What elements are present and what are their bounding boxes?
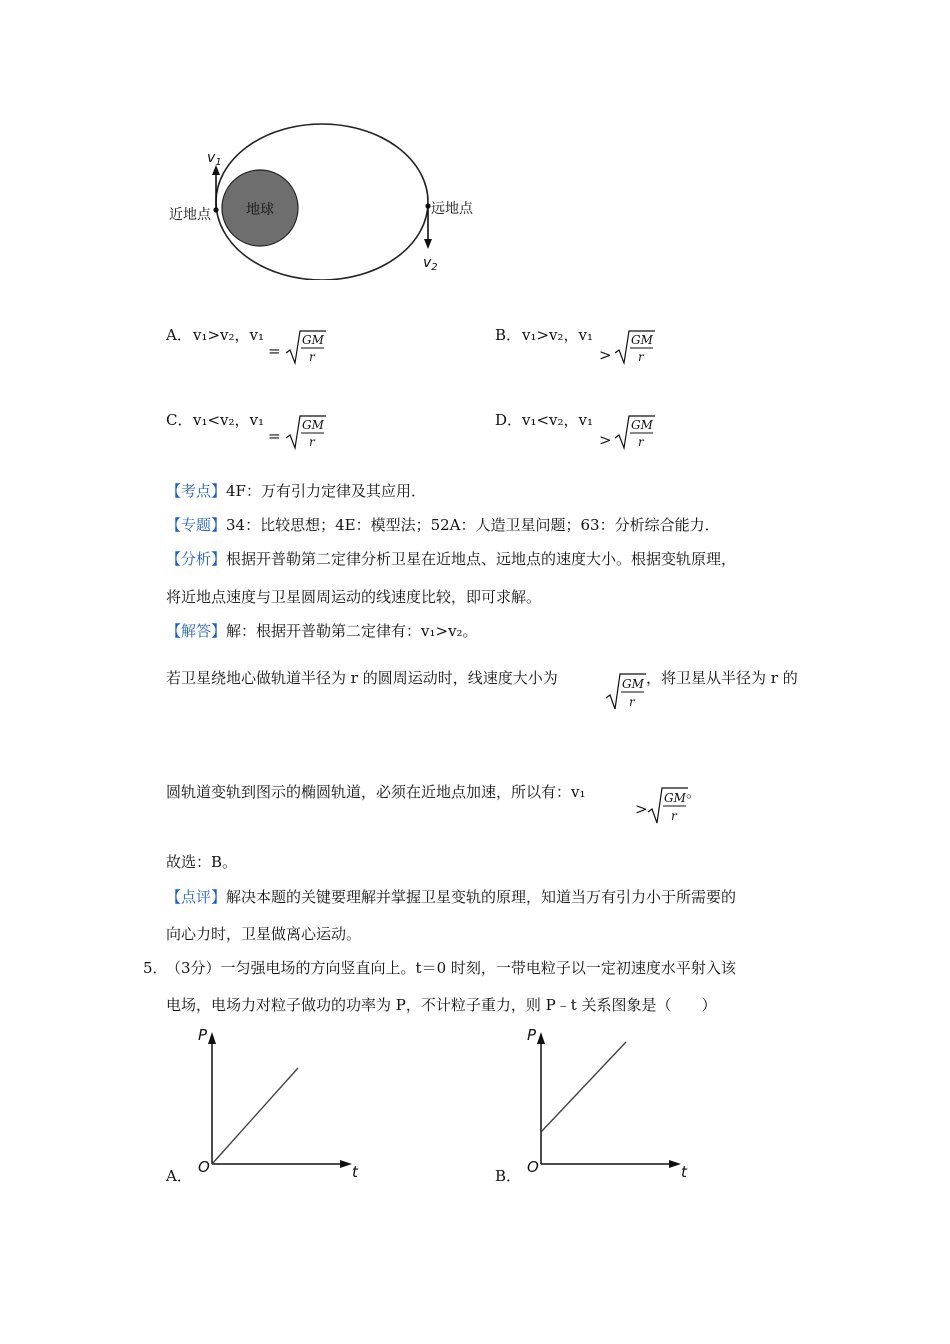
option-b-text: v₁>v₂，v₁	[522, 326, 594, 344]
option-c-text: v₁<v₂，v₁	[193, 411, 265, 429]
kaodian-tag: 【考点】	[166, 482, 227, 500]
option-a-relation: =	[268, 342, 281, 360]
graph-b-x-label: t	[681, 1163, 687, 1181]
para1-text-a: 若卫星绕地心做轨道半径为 r 的圆周运动时，线速度大小为	[166, 669, 558, 687]
graph-b-origin: O	[527, 1158, 539, 1176]
graph-a-y-arrow	[208, 1032, 216, 1044]
para2-end: 。	[686, 783, 702, 801]
option-d-letter: D．	[495, 411, 523, 429]
jieda-tag: 【解答】	[166, 622, 227, 640]
svg-text:r: r	[638, 435, 644, 449]
fenxi-tag: 【分析】	[166, 550, 227, 568]
graph-a-line	[212, 1068, 298, 1164]
svg-text:r: r	[629, 695, 635, 709]
dianping-text-2: 向心力时，卫星做离心运动。	[166, 925, 362, 943]
graph-a-y-label: P	[198, 1026, 208, 1044]
option-d-text: v₁<v₂，v₁	[522, 411, 594, 429]
fenxi-text-1: 根据开普勒第二定律分析卫星在近地点、远地点的速度大小。根据变轨原理，	[226, 550, 737, 568]
graph-a-x-label: t	[352, 1163, 358, 1181]
dianping-tag: 【点评】	[166, 888, 227, 906]
graph-b-y-arrow	[537, 1032, 545, 1044]
q5-option-a-letter: A．	[166, 1167, 192, 1185]
graph-b-x-arrow	[669, 1160, 681, 1168]
para2-text-a: 圆轨道变轨到图示的椭圆轨道，必须在近地点加速，所以有：v₁	[166, 783, 586, 801]
svg-text:r: r	[671, 809, 677, 823]
q5-line-2: 电场，电场力对粒子做功的功率为 P，不计粒子重力，则 P﹣t 关系图象是（ ）	[166, 996, 717, 1014]
q5-graph-b	[521, 1022, 691, 1182]
dianping-line-1	[166, 887, 736, 907]
apogee-label: 远地点	[431, 201, 473, 217]
option-a-letter: A．	[166, 326, 192, 344]
zhuanti-text: 34：比较思想；4E：模型法；52A：人造卫星问题；63：分析综合能力．	[226, 516, 720, 534]
fenxi-text-2: 将近地点速度与卫星圆周运动的线速度比较，即可求解。	[166, 588, 542, 606]
graph-b-line	[541, 1042, 626, 1132]
q5-graph-a	[192, 1022, 362, 1182]
earth-label: 地球	[246, 202, 274, 218]
svg-text:r: r	[638, 350, 644, 364]
dianping-text-1: 解决本题的关键要理解并掌握卫星变轨的原理，知道当万有引力小于所需要的	[226, 888, 737, 906]
para2-relation: >	[635, 800, 648, 818]
fenxi-line-1	[166, 549, 736, 569]
para1-sqrt-formula	[604, 671, 648, 711]
q5-number: 5．	[143, 959, 168, 977]
zhuanti-line	[166, 515, 720, 535]
option-b-letter: B．	[495, 326, 522, 344]
option-a-text: v₁>v₂，v₁	[193, 326, 265, 344]
svg-text:GM: GM	[302, 418, 324, 432]
orbit-diagram	[160, 120, 490, 280]
svg-text:GM: GM	[302, 333, 324, 347]
para1-text-b: ，将卫星从半径为 r 的	[646, 669, 798, 687]
jieda-line	[166, 621, 478, 641]
option-c-letter: C．	[166, 411, 193, 429]
option-d-sqrt-formula	[613, 413, 657, 451]
zhuanti-tag: 【专题】	[166, 516, 227, 534]
option-c-relation: =	[268, 427, 281, 445]
svg-text:GM: GM	[631, 418, 653, 432]
answer-line: 故选：B。	[166, 853, 238, 871]
v1-label: $v_1$	[207, 150, 222, 168]
graph-a-origin: O	[198, 1158, 210, 1176]
perigee-label: 近地点	[169, 207, 211, 223]
v2-arrow-head	[424, 239, 432, 249]
option-b-relation: >	[599, 346, 612, 364]
svg-text:GM: GM	[622, 677, 644, 691]
graph-b-y-label: P	[527, 1026, 537, 1044]
option-d-relation: >	[599, 431, 612, 449]
jieda-text: 解：根据开普勒第二定律有：v₁>v₂。	[226, 622, 478, 640]
q5-line-1: （3分）一匀强电场的方向竖直向上。t＝0 时刻，一带电粒子以一定初速度水平射入该	[166, 959, 736, 977]
graph-a-x-arrow	[340, 1160, 352, 1168]
svg-text:GM: GM	[664, 791, 686, 805]
q5-option-b-letter: B．	[495, 1167, 522, 1185]
option-b-sqrt-formula	[613, 328, 657, 366]
svg-text:GM: GM	[631, 333, 653, 347]
v2-label: $v_2$	[423, 255, 438, 273]
option-a-sqrt-formula	[284, 328, 328, 366]
kaodian-text: 4F：万有引力定律及其应用．	[226, 482, 426, 500]
svg-text:r: r	[309, 350, 315, 364]
kaodian-line	[166, 481, 426, 501]
option-c-sqrt-formula	[284, 413, 328, 451]
para2-sqrt-formula	[646, 785, 690, 825]
svg-text:r: r	[309, 435, 315, 449]
